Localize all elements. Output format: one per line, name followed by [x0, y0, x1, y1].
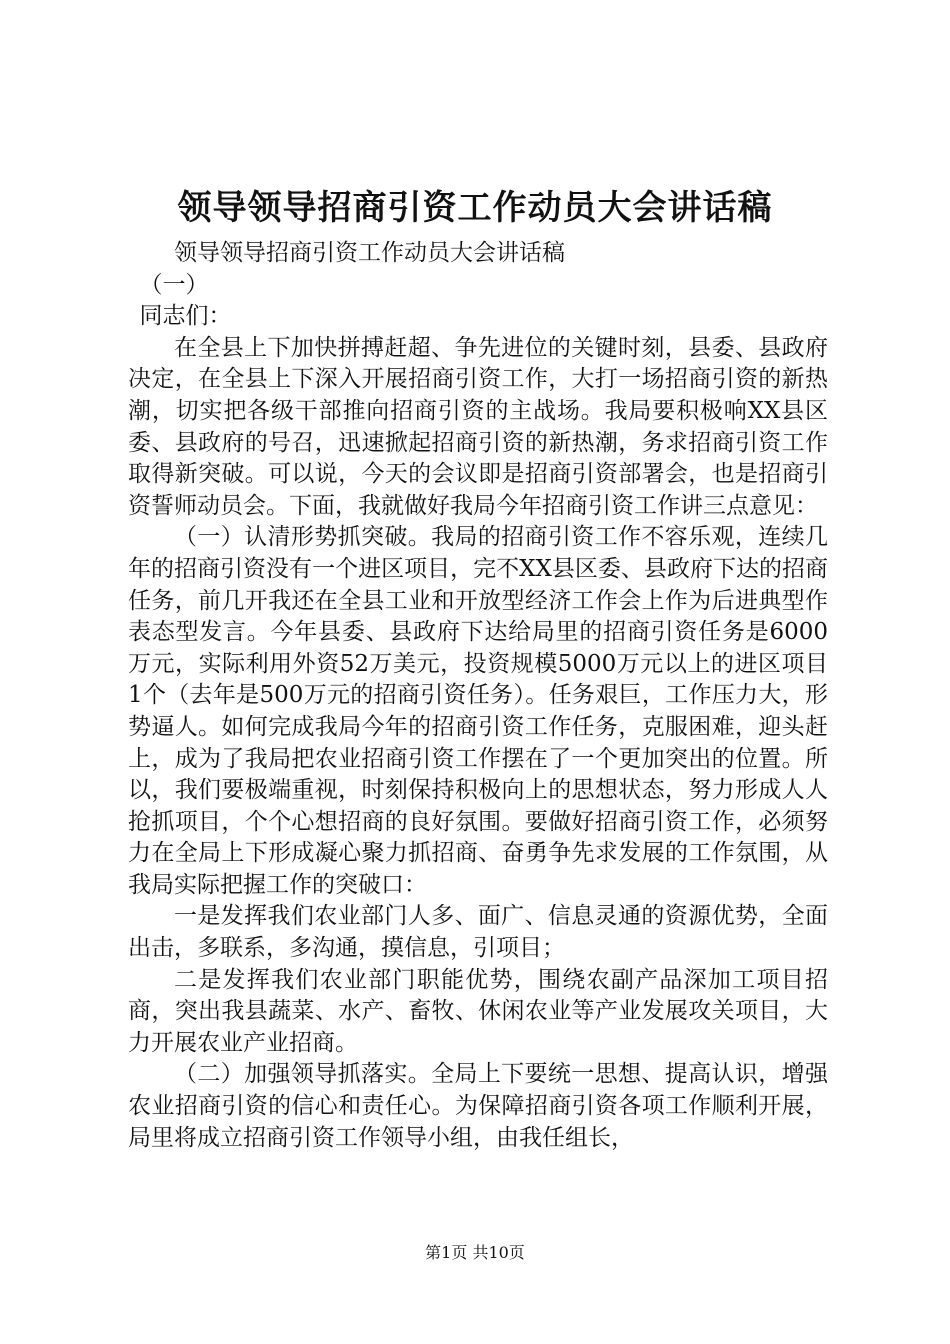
- document-title: 领导领导招商引资工作动员大会讲话稿: [177, 188, 773, 228]
- paragraph: （一）认清形势抓突破。我局的招商引资工作不容乐观，连续几年的招商引资没有一个进区项目，完不XX县区委、县政府下达的招商任务，前几开我还在全县工业和开放型经济工作会上作为后进典型作表态型发言。今年县委、县政府下达给局里的招商引资任务是6000万元，实际利用外资52万美元，投资规模5000万元以上的进区项目1个（去年是500万元的招商引资任务）。任务艰巨，工作压力大，形势逼人。如何完成我局今年的招商引资工作任务，克服困难，迎头赶上，成为了我局把农业招商引资工作摆在了一个更加突出的位置。所以，我们要极端重视，时刻保持积极向上的思想状态，努力形成人人抢抓项目，个个心想招商的良好氛围。要做好招商引资工作，必须努力在全局上下形成凝心聚力抓招商、奋勇争先求发展的工作氛围，从我局实际把握工作的突破口：: [128, 524, 828, 898]
- paragraph: 在全县上下加快拼搏赶超、争先进位的关键时刻，县委、县政府决定，在全县上下深入开展招商引资工作，大打一场招商引资的新热潮，切实把各级干部推向招商引资的主战场。我局要积极响XX县区委、县政府的号召，迅速掀起招商引资的新热潮，务求招商引资工作取得新突破。可以说，今天的会议即是招商引资部署会，也是招商引资誓师动员会。下面，我就做好我局今年招商引资工作讲三点意见：: [128, 334, 828, 519]
- section-marker: （一）: [139, 271, 209, 298]
- paragraph: 二是发挥我们农业部门职能优势，围绕农副产品深加工项目招商，突出我县蔬菜、水产、畜牧、休闲农业等产业发展攻关项目，大力开展农业产业招商。: [128, 966, 828, 1056]
- page-number: 第1页 共10页: [425, 1243, 525, 1262]
- document-subtitle: 领导领导招商引资工作动员大会讲话稿: [174, 240, 565, 266]
- paragraph: 一是发挥我们农业部门人多、面广、信息灵通的资源优势，全面出击，多联系，多沟通，摸信息，引项目；: [128, 903, 828, 962]
- salutation: 同志们：: [139, 303, 232, 330]
- document-body: [128, 238, 828, 1154]
- paragraph: （二）加强领导抓落实。全局上下要统一思想、提高认识，增强农业招商引资的信心和责任心。为保障招商引资各项工作顺利开展，局里将成立招商引资工作领导小组，由我任组长，: [128, 1061, 828, 1151]
